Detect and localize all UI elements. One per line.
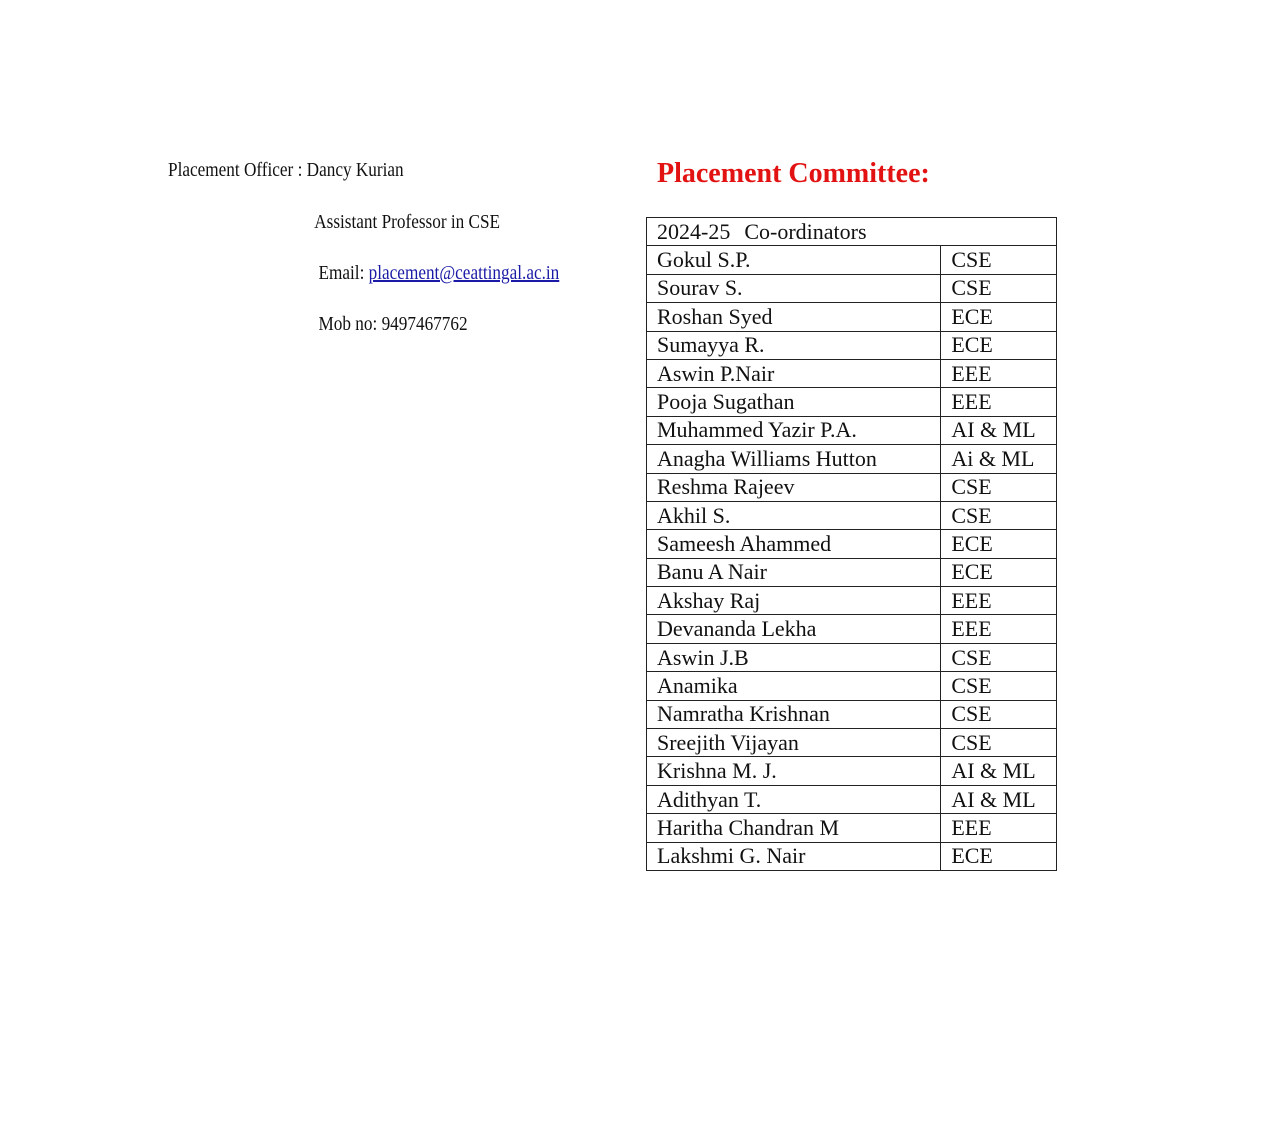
coordinator-dept: CSE (941, 729, 1057, 757)
table-year: 2024-25 (657, 218, 731, 244)
coordinator-dept: ECE (941, 530, 1057, 558)
table-header-row (647, 218, 1057, 246)
table-row (647, 842, 1057, 870)
coordinator-name: Aswin J.B (647, 643, 941, 671)
coordinator-name: Akshay Raj (647, 587, 941, 615)
coordinator-dept: EEE (941, 359, 1057, 387)
officer-designation: Assistant Professor in CSE (314, 211, 501, 233)
officer-email-line (319, 263, 560, 283)
coordinator-name: Akhil S. (647, 501, 941, 529)
coordinator-dept: CSE (941, 274, 1057, 302)
table-row (647, 729, 1057, 757)
table-row (647, 757, 1057, 785)
coordinator-name: Pooja Sugathan (647, 388, 941, 416)
coordinator-name: Anamika (647, 672, 941, 700)
table-row (647, 416, 1057, 444)
table-row (647, 331, 1057, 359)
table-row (647, 814, 1057, 842)
coordinator-name: Namratha Krishnan (647, 700, 941, 728)
table-row (647, 501, 1057, 529)
coordinator-dept: EEE (941, 587, 1057, 615)
committee-heading: Placement Committee: (657, 158, 930, 189)
coordinator-dept: EEE (941, 814, 1057, 842)
email-link[interactable]: placement@ceattingal.ac.in (368, 262, 560, 284)
coordinator-dept: CSE (941, 501, 1057, 529)
coordinator-name: Sreejith Vijayan (647, 729, 941, 757)
coordinator-dept: ECE (941, 331, 1057, 359)
coordinator-name: Krishna M. J. (647, 757, 941, 785)
table-row (647, 558, 1057, 586)
coordinator-dept: CSE (941, 700, 1057, 728)
coordinator-name: Adithyan T. (647, 785, 941, 813)
coordinator-name: Roshan Syed (647, 303, 941, 331)
coordinator-name: Sourav S. (647, 274, 941, 302)
table-row (647, 274, 1057, 302)
table-row (647, 700, 1057, 728)
table-row (647, 530, 1057, 558)
table-row (647, 303, 1057, 331)
coordinator-name: Lakshmi G. Nair (647, 842, 941, 870)
coordinator-dept: ECE (941, 558, 1057, 586)
coordinator-dept: ECE (941, 303, 1057, 331)
coordinator-dept: CSE (941, 672, 1057, 700)
coordinator-name: Banu A Nair (647, 558, 941, 586)
coordinator-dept: ECE (941, 842, 1057, 870)
table-row (647, 359, 1057, 387)
table-header-cell (647, 218, 1057, 246)
coordinator-name: Devananda Lekha (647, 615, 941, 643)
table-row (647, 615, 1057, 643)
coordinator-name: Sameesh Ahammed (647, 530, 941, 558)
email-label: Email: (318, 262, 369, 284)
coordinator-name: Reshma Rajeev (647, 473, 941, 501)
coordinator-name: Aswin P.Nair (647, 359, 941, 387)
coordinator-dept: AI & ML (941, 785, 1057, 813)
coordinator-name: Sumayya R. (647, 331, 941, 359)
coordinator-name: Anagha Williams Hutton (647, 445, 941, 473)
coordinator-name: Gokul S.P. (647, 246, 941, 274)
coordinator-dept: AI & ML (941, 416, 1057, 444)
coordinators-table (646, 217, 1057, 871)
coordinator-dept: CSE (941, 246, 1057, 274)
coordinator-dept: Ai & ML (941, 445, 1057, 473)
table-caption: Co-ordinators (744, 218, 867, 244)
coordinator-dept: EEE (941, 615, 1057, 643)
coordinator-name: Haritha Chandran M (647, 814, 941, 842)
table-row (647, 672, 1057, 700)
coordinator-dept: CSE (941, 643, 1057, 671)
table-row (647, 246, 1057, 274)
table-row (647, 445, 1057, 473)
table-row (647, 473, 1057, 501)
officer-mobile: Mob no: 9497467762 (318, 313, 468, 335)
coordinator-dept: CSE (941, 473, 1057, 501)
table-row (647, 587, 1057, 615)
table-row (647, 643, 1057, 671)
coordinator-dept: EEE (941, 388, 1057, 416)
table-row (647, 388, 1057, 416)
coordinator-name: Muhammed Yazir P.A. (647, 416, 941, 444)
coordinator-dept: AI & ML (941, 757, 1057, 785)
officer-name-line: Placement Officer : Dancy Kurian (168, 159, 404, 181)
table-row (647, 785, 1057, 813)
